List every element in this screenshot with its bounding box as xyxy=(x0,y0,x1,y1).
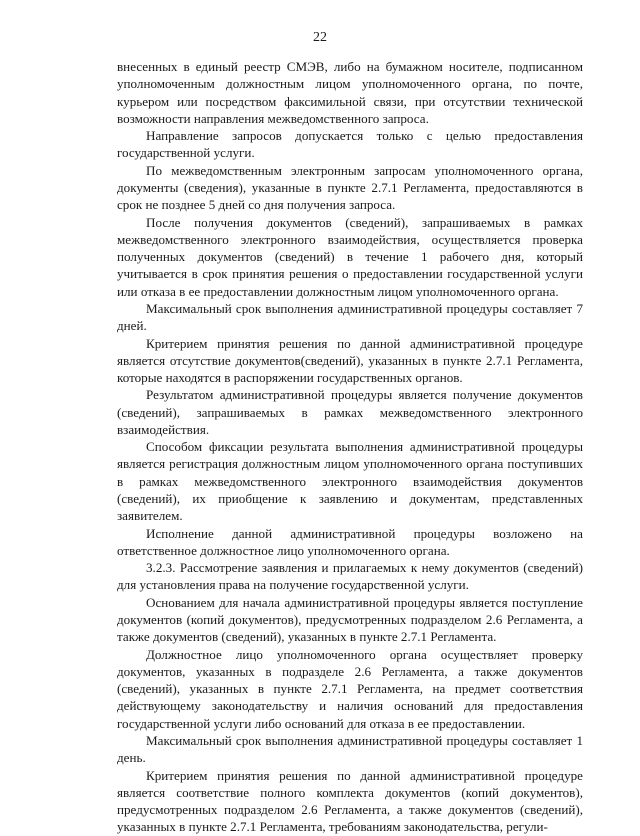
page-number: 22 xyxy=(313,30,327,45)
paragraph: Критерием принятия решения по данной административной процедуре является отсутствие документов(сведений), указанных в пункте 2.7.1 Регламента, которые находятся в распоряжении государственных органов. xyxy=(117,335,583,386)
paragraph: Результатом административной процедуры является получение документов (сведений), запрашиваемых в рамках межведомственного электронного взаимодействия. xyxy=(117,387,583,437)
paragraph: Максимальный срок выполнения административной процедуры составляет 7 дней. xyxy=(117,300,583,334)
paragraph: Направление запросов допускается только с целью предоставления государственной услуги. xyxy=(117,128,583,161)
paragraph: Максимальный срок выполнения административной процедуры составляет 1 день. xyxy=(117,732,583,766)
paragraph: Основанием для начала административной процедуры является поступление документов (копий документов), предусмотренных подразделом 2.6 Регламента, а также документов (сведений), указанных в пункте 2.7.1 Регламента. xyxy=(117,594,583,645)
paragraph: Должностное лицо уполномоченного органа осуществляет проверку документов, указанных в подразделе 2.6 Регламента, а также документов (сведений), указанных в пункте 2.7.1 Регламента, на предмет соответствия действующему законодательству и наличия оснований для предоставления государственной услуги либо оснований для отказа в ее предоставлении. xyxy=(117,646,583,731)
paragraph: Исполнение данной административной процедуры возложено на ответственное должностное лицо уполномоченного органа. xyxy=(117,525,583,558)
paragraph: После получения документов (сведений), запрашиваемых в рамках межведомственного электронного взаимодействия, осуществляется проверка полученных документов (сведений) в течение 1 рабочего дня, который учитывается в срок принятия решения о предоставлении государственной услуги или отказа в ее предоставлении должностным лицом уполномоченного органа. xyxy=(117,214,583,299)
paragraph: Критерием принятия решения по данной административной процедуре является соответствие полного комплекта документов (копий документов), предусмотренных подразделом 2.6 Регламента, а также документов (сведений), указанных в пункте 2.7.1 Регламента, требованиям законодательства, регули- xyxy=(117,767,583,835)
document-body xyxy=(117,58,583,836)
paragraph: Способом фиксации результата выполнения административной процедуры является регистрация должностным лицом уполномоченного органа поступивших в рамках межведомственного электронного взаимодействия документов (сведений), их приобщение к заявлению и документам, представленных заявителем. xyxy=(117,439,583,524)
paragraph: По межведомственным электронным запросам уполномоченного органа, документы (сведения), указанные в пункте 2.7.1 Регламента, предоставляются в срок не позднее 5 дней со дня получения запроса. xyxy=(117,162,583,213)
paragraph-continuation: внесенных в единый реестр СМЭВ, либо на бумажном носителе, подписанном уполномоченным должностным лицом уполномоченного органа, по почте, курьером или посредством факсимильной связи, при отсутствии технической возможности направления межведомственного запроса. xyxy=(117,59,583,126)
section-heading-3-2-3: 3.2.3. Рассмотрение заявления и прилагаемых к нему документов (сведений) для установления права на получение государственной услуги. xyxy=(117,560,583,593)
